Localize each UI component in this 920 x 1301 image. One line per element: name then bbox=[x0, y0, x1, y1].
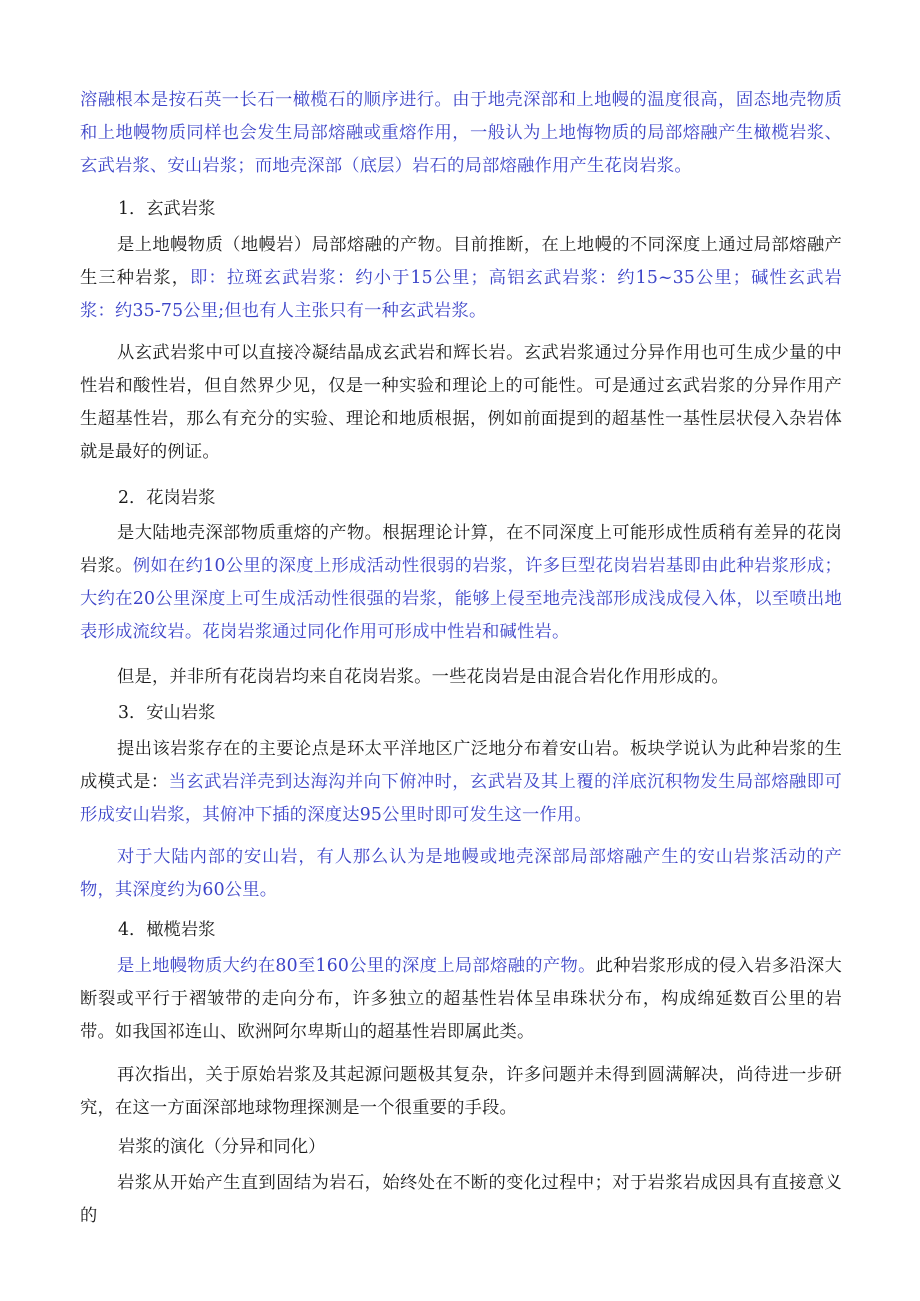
highlighted-text: 当玄武岩洋壳到达海沟并向下俯冲时，玄武岩及其上覆的洋底沉积物发生局部熔融即可形成安山岩浆，其俯冲下插的深度达95公里时即可发生这一作用。 bbox=[80, 772, 842, 825]
section-heading-andesite-magma: 3．安山岩浆 bbox=[118, 703, 216, 723]
paragraph-magma-evolution bbox=[80, 1167, 842, 1233]
body-text: 从玄武岩浆中可以直接冷凝结晶成玄武岩和辉长岩。玄武岩浆通过分异作用也可生成少量的中性岩和酸性岩，但自然界少见，仅是一种实验和理论上的可能性。可是通过玄武岩浆的分异作用产生超基性岩，那么有充分的实验、理论和地质根据，例如前面提到的超基性一基性层状侵入杂岩体就是最好的例证。 bbox=[80, 343, 842, 462]
body-text: 岩浆从开始产生直到固结为岩石，始终处在不断的变化过程中；对于岩浆岩成因具有直接意义的 bbox=[80, 1173, 842, 1226]
paragraph-melting-order bbox=[80, 84, 842, 183]
paragraph-andesite-origin bbox=[80, 733, 842, 832]
body-text: 但是，并非所有花岗岩均来自花岗岩浆。一些花岗岩是由混合岩化作用形成的。 bbox=[117, 667, 729, 687]
paragraph-research-note bbox=[80, 1059, 842, 1125]
section-heading-granite-magma: 2．花岗岩浆 bbox=[118, 488, 216, 508]
body-text: 提出该岩浆存在的主要论点是环太平洋地区广泛地分布着安山岩。板块学说认为此种岩浆的生成模式是： bbox=[80, 739, 842, 792]
highlighted-text: 对于大陆内部的安山岩，有人那么认为是地幔或地壳深部局部熔融产生的安山岩浆活动的产物，其深度约为60公里。 bbox=[80, 847, 842, 900]
section-heading-peridotite-magma: 4．橄榄岩浆 bbox=[118, 920, 216, 940]
body-text: 再次指出，关于原始岩浆及其起源问题极其复杂，许多问题并未得到圆满解决，尚待进一步研究，在这一方面深部地球物理探测是一个很重要的手段。 bbox=[80, 1065, 842, 1118]
paragraph-granite-migmatite bbox=[80, 661, 842, 694]
paragraph-granite-origin bbox=[80, 517, 842, 649]
paragraph-basalt-crystallization bbox=[80, 337, 842, 469]
body-text: 是大陆地壳深部物质重熔的产物。根据理论计算，在不同深度上可能形成性质稍有差异的花岗岩浆。 bbox=[80, 523, 842, 576]
body-text: 此种岩浆形成的侵入岩多沿深大断裂或平行于褶皱带的走向分布，许多独立的超基性岩体呈串珠状分布，构成绵延数百公里的岩带。如我国祁连山、欧洲阿尔卑斯山的超基性岩即属此类。 bbox=[80, 956, 842, 1042]
section-heading-magma-evolution: 岩浆的演化（分异和同化） bbox=[118, 1137, 326, 1157]
section-heading-basalt-magma: 1．玄武岩浆 bbox=[118, 199, 216, 219]
body-text: 是上地幔物质（地幔岩）局部熔融的产物。目前推断，在上地幔的不同深度上通过局部熔融产生三种岩浆， bbox=[80, 235, 842, 288]
highlighted-text: 溶融根本是按石英一长石一橄榄石的顺序进行。由于地壳深部和上地幔的温度很高，固态地壳物质和上地幔物质同样也会发生局部熔融或重熔作用，一般认为上地悔物质的局部熔融产生橄榄岩浆、玄武岩浆、安山岩浆；而地壳深部（底层）岩石的局部熔融作用产生花岗岩浆。 bbox=[80, 90, 842, 176]
highlighted-text: 是上地幔物质大约在80至160公里的深度上局部熔融的产物。 bbox=[117, 956, 596, 976]
highlighted-text: 例如在约10公里的深度上形成活动性很弱的岩浆，许多巨型花岗岩岩基即由此种岩浆形成；大约在20公里深度上可生成活动性很强的岩浆，能够上侵至地壳浅部形成浅成侵入体，以至喷出地表形成流纹岩。花岗岩浆通过同化作用可形成中性岩和碱性岩。 bbox=[80, 556, 842, 642]
paragraph-continental-andesite bbox=[80, 841, 842, 907]
paragraph-peridotite-origin bbox=[80, 950, 842, 1049]
highlighted-text: 即：拉斑玄武岩浆：约小于15公里；高铝玄武岩浆：约15~35公里；碱性玄武岩浆：约35-75公里;但也有人主张只有一种玄武岩浆。 bbox=[80, 268, 842, 321]
paragraph-basalt-origin bbox=[80, 229, 842, 328]
